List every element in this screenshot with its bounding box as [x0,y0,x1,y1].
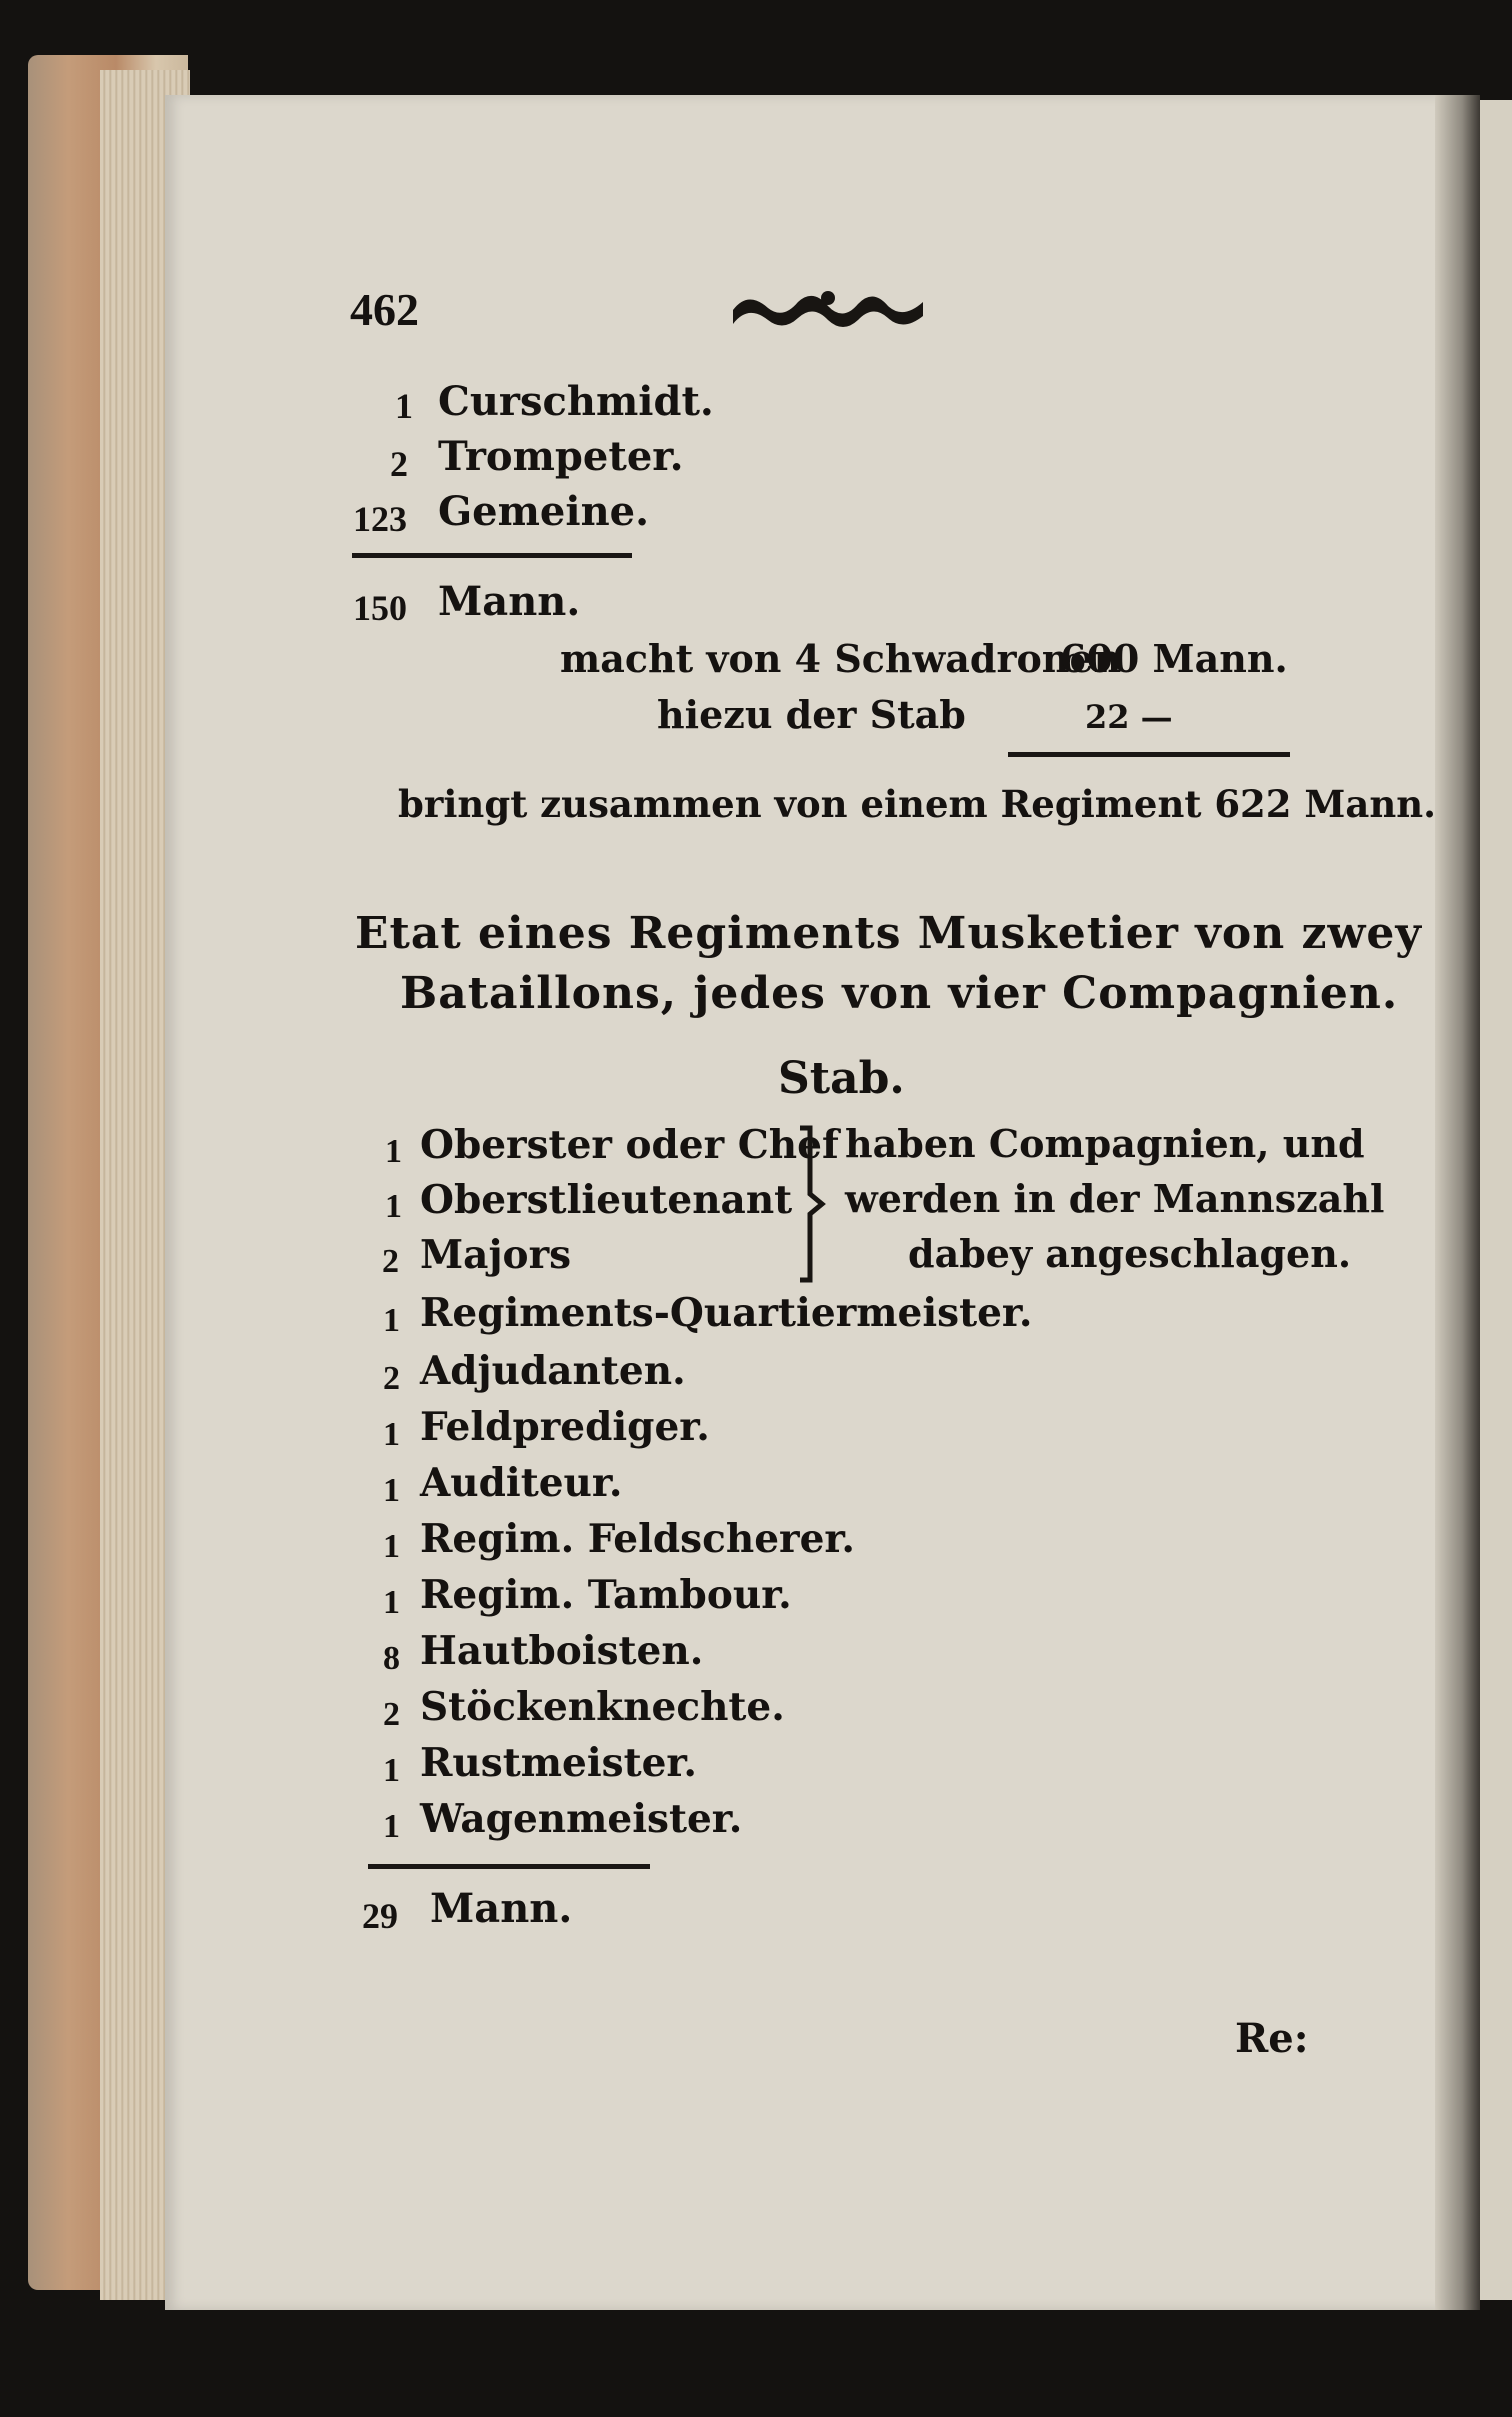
qty: 1 [383,1472,400,1509]
brace-note: werden in der Mannszahl [845,1176,1385,1221]
qty: 2 [383,1360,400,1397]
brace-note: haben Compagnien, und [845,1121,1365,1166]
list-item: Oberstlieutenant [420,1177,793,1223]
section-heading: Bataillons, jedes von vier Compagnien. [400,968,1399,1019]
list-item: Regiments-Quartiermeister. [420,1290,1033,1336]
brace-icon [792,1122,832,1287]
qty: 2 [390,444,408,484]
qty: 1 [383,1584,400,1621]
calc-value: 600 Mann. [1060,636,1288,681]
qty: 1 [383,1302,400,1339]
brace-note: dabey angeschlagen. [908,1231,1352,1276]
qty: 1 [395,386,413,426]
sum-rule [368,1864,650,1869]
catchword: Re: [1235,2015,1309,2062]
list-item: Oberster oder Chef [420,1122,839,1168]
list-item: Regim. Tambour. [420,1572,792,1618]
list-item: Trompeter. [438,433,684,480]
calc-line: macht von 4 Schwadronen [560,636,1122,681]
list-item: Auditeur. [420,1460,623,1506]
ornament-icon [728,280,928,334]
qty: 1 [385,1188,402,1225]
list-item: Stöckenknechte. [420,1684,785,1730]
qty: 8 [383,1640,400,1677]
calc-line: hiezu der Stab [657,692,966,737]
total-label: Mann. [430,1885,573,1932]
list-item: Hautboisten. [420,1628,704,1674]
page-number: 462 [350,284,419,335]
sum-rule [1008,752,1290,757]
qty: 1 [383,1416,400,1453]
qty: 1 [383,1752,400,1789]
total-label: Mann. [438,578,581,625]
calc-sum: bringt zusammen von einem Regiment 622 Mann. [398,782,1437,826]
qty: 123 [353,499,407,539]
list-item: Feldprediger. [420,1404,710,1450]
qty: 1 [383,1528,400,1565]
list-item: Rustmeister. [420,1740,697,1786]
calc-value: 22 — [1085,698,1173,736]
qty: 2 [382,1243,399,1280]
qty: 2 [383,1696,400,1733]
list-item: Majors [420,1232,572,1278]
qty: 1 [383,1808,400,1845]
qty: 1 [385,1133,402,1170]
qty: 29 [362,1896,398,1936]
list-item: Gemeine. [438,488,650,535]
list-item: Regim. Feldscherer. [420,1516,855,1562]
section-heading: Etat eines Regiments Musketier von zwey [355,908,1422,959]
qty: 150 [353,588,407,628]
list-item: Curschmidt. [438,378,714,425]
subheading: Stab. [778,1053,905,1104]
sum-rule [352,553,632,558]
list-item: Wagenmeister. [420,1796,743,1842]
list-item: Adjudanten. [420,1348,686,1394]
